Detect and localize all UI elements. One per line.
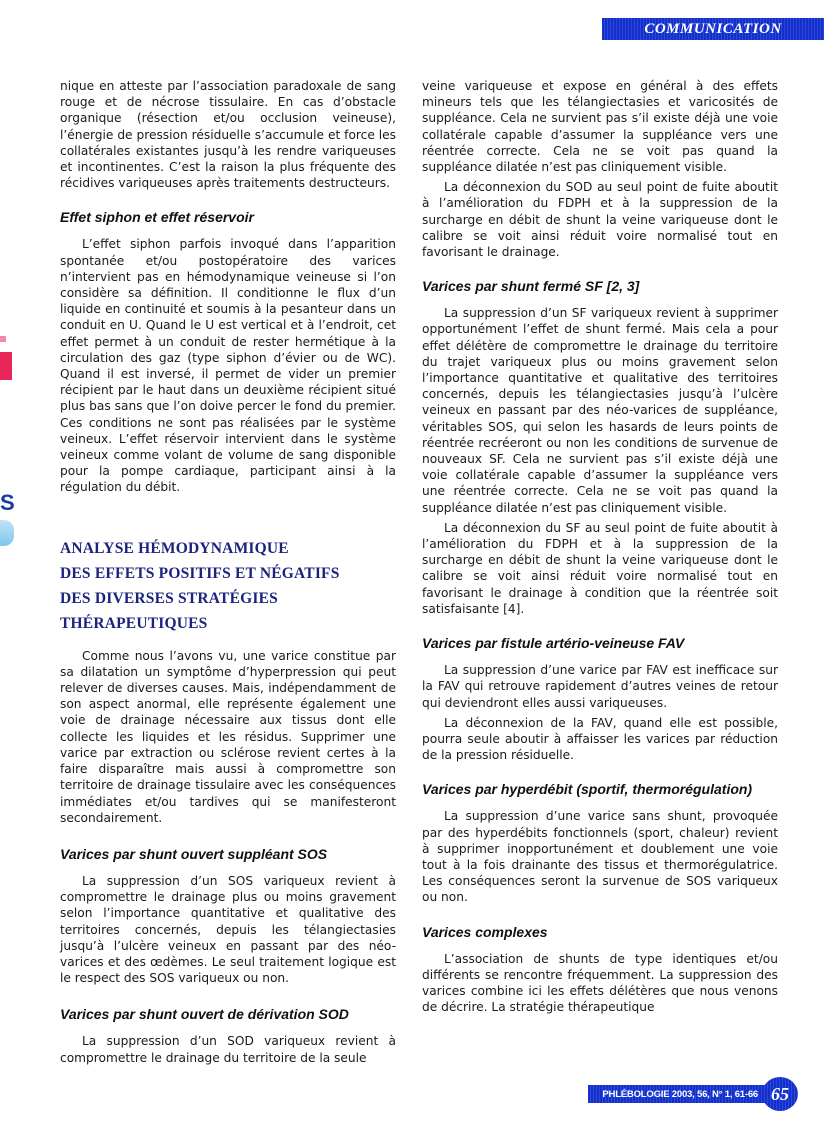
- edge-artifact-blue: [0, 520, 14, 546]
- main-heading-line: DES EFFETS POSITIFS ET NÉGATIFS: [60, 564, 340, 582]
- main-heading: [60, 536, 396, 636]
- intro-paragraph: nique en atteste par l’association paradoxale de sang rouge et de nécrose tissulaire. En cas d’obstacle organique (résection et/ou occlusion veineuse), l’énergie de pression résiduelle s’accumule et force les collatérales existantes jusqu’à les rendre variqueuses et incontinentes. C’est la raison la plus fréquente des récidives variqueuses après traitements destructeurs.: [60, 79, 396, 191]
- left-column: [60, 78, 396, 1066]
- page-number-badge: [762, 1077, 798, 1111]
- edge-artifact-letter: S: [0, 490, 15, 515]
- sf-paragraph-2: La déconnexion du SF au seul point de fuite aboutit à l’amélioration du FDPH et à la suppression de la surcharge en débit de shunt la veine variqueuse dont le calibre se voit ainsi réduit voire normalisé tout en favorisant le drainage à condition que la réentrée soit satisfaisante [4].: [422, 520, 778, 616]
- analysis-paragraph: Comme nous l’avons vu, une varice constitue par sa dilatation un symptôme d’hyperpression qui peut relever de diverses causes. Mais, indépendamment de son aspect anormal, elle représente également une voie de drainage nécessaire aux tissus dont elle collecte les liquides et les résidus. Supprimer une varice par extraction ou sclérose revient certes à la faire disparaître mais aussi à compromettre son territoire de drainage tissulaire avec les conséquences immédiates et/ou tardives qui se manifesteront secondairement.: [60, 648, 396, 825]
- siphon-heading: Effet siphon et effet réservoir: [60, 209, 254, 226]
- main-heading-line: THÉRAPEUTIQUES: [60, 614, 208, 632]
- section-label: COMMUNICATION: [644, 20, 782, 37]
- main-heading-line: ANALYSE HÉMODYNAMIQUE: [60, 539, 289, 557]
- sos-paragraph: La suppression d’un SOS variqueux revient à compromettre le drainage plus ou moins gravement selon l’importance quantitative et qualitative des territoires concernés, depuis les télangiectasies jusqu’à l’ulcère veineux en passant par des néo-varices et des œdèmes. Le seul traitement logique est le respect des SOS variqueux ou non.: [60, 873, 396, 986]
- fav-paragraph-2: La déconnexion de la FAV, quand elle est possible, pourra seule aboutir à affaisser les varices par réduction de la pression résiduelle.: [422, 715, 778, 763]
- sod-paragraph-cont: veine variqueuse et expose en général à des effets mineurs tels que les télangiectasies et varicosités de suppléance. Cela ne survient pas s’il existe déjà une voie collatérale capable d’assumer la suppléance vers une réentrée correcte. Cela ne se voit pas quand la suppléance dilatée n’est pas cliniquement visible.: [422, 79, 778, 175]
- sod-paragraph-start: La suppression d’un SOD variqueux revient à compromettre le drainage du territoire de la seule: [60, 1034, 396, 1065]
- siphon-paragraph: L’effet siphon parfois invoqué dans l’apparition spontanée et/ou postopératoire des varices n’intervient pas en hémodynamique veineuse si l’on considère sa définition. Il conditionne le flux d’un liquide en continuité et soumis à la pesanteur dans un conduit en U. Quand le U est vertical et à l’endroit, cet effet permet à un conduit de rester hermétique à la circulation des gaz (type siphon d’évier ou de WC). Quand il est inversé, il permet de vider un premier récipient par le haut dans un deuxième récipient situé plus bas sans que l’on doive percer le fond du premier. Ces conditions ne sont pas réalisées par le système veineux. L’effet réservoir intervient dans le système veineux comme volant de volume de sang disponible pour la pompe cardiaque, participant ainsi à la régulation du débit.: [60, 237, 396, 495]
- edge-artifact-red: [0, 352, 12, 380]
- sf-heading: Varices par shunt fermé SF [2, 3]: [422, 278, 640, 295]
- sos-heading: Varices par shunt ouvert suppléant SOS: [60, 845, 328, 862]
- complex-heading: Varices complexes: [422, 923, 548, 940]
- sf-paragraph-1: La suppression d’un SF variqueux revient à supprimer opportunément l’effet de shunt fermé. Mais cela a pour effet délétère de compromettre le drainage du territoire du trajet variqueux plus ou moins gravement selon l’importance quantitative et qualitative des territoires concernés, depuis les télangiectasies jusqu’à l’ulcère veineux en passant par des néo-varices de suppléance, véritables SOS, qui selon les hasards de leurs points de réentrée recréeront ou non les conditions de survenue de nouveaux SF. Cela ne survient pas s’il existe déjà une voie collatérale capable d’assumer la suppléance vers une réentrée correcte. Cela ne se voit pas quand la suppléance dilatée n’est pas cliniquement visible.: [422, 306, 778, 515]
- journal-citation: PHLÉBOLOGIE 2003, 56, N° 1, 61-66: [602, 1088, 758, 1100]
- section-banner: [602, 18, 824, 40]
- fav-heading: Varices par fistule artério-veineuse FAV: [422, 635, 685, 652]
- complex-paragraph: L’association de shunts de type identiques et/ou différents se rencontre fréquemment. La suppression des varices combine ici les effets délétères que nous venons de décrire. La stratégie thérapeutique: [422, 951, 778, 1015]
- hyperdebit-paragraph: La suppression d’une varice sans shunt, provoquée par des hyperdébits fonctionnels (sport, chaleur) revient à supprimer inopportunément et doublement une voie tout à la fois drainante des tissus et thermorégulatrice. Les conséquences seront la survenue de SOS variqueux ou non.: [422, 809, 778, 905]
- right-column: [422, 78, 778, 1015]
- main-heading-line: DES DIVERSES STRATÉGIES: [60, 589, 278, 607]
- sod-paragraph-2: La déconnexion du SOD au seul point de fuite aboutit à l’amélioration du FDPH et à la suppression de la surcharge en débit de shunt la veine variqueuse dont le calibre se voit ainsi réduit voire normalisé tout en favorisant le drainage.: [422, 180, 778, 260]
- fav-paragraph-1: La suppression d’une varice par FAV est inefficace sur la FAV qui retrouve rapidement d’autres veines de retour qui deviendront elles aussi variqueuses.: [422, 663, 778, 710]
- footer-citation-bar: [588, 1085, 766, 1103]
- edge-artifact-pink: [0, 336, 6, 342]
- hyperdebit-heading: Varices par hyperdébit (sportif, thermorégulation): [422, 781, 753, 798]
- sod-heading: Varices par shunt ouvert de dérivation SOD: [60, 1006, 349, 1023]
- page-number: 65: [771, 1083, 789, 1104]
